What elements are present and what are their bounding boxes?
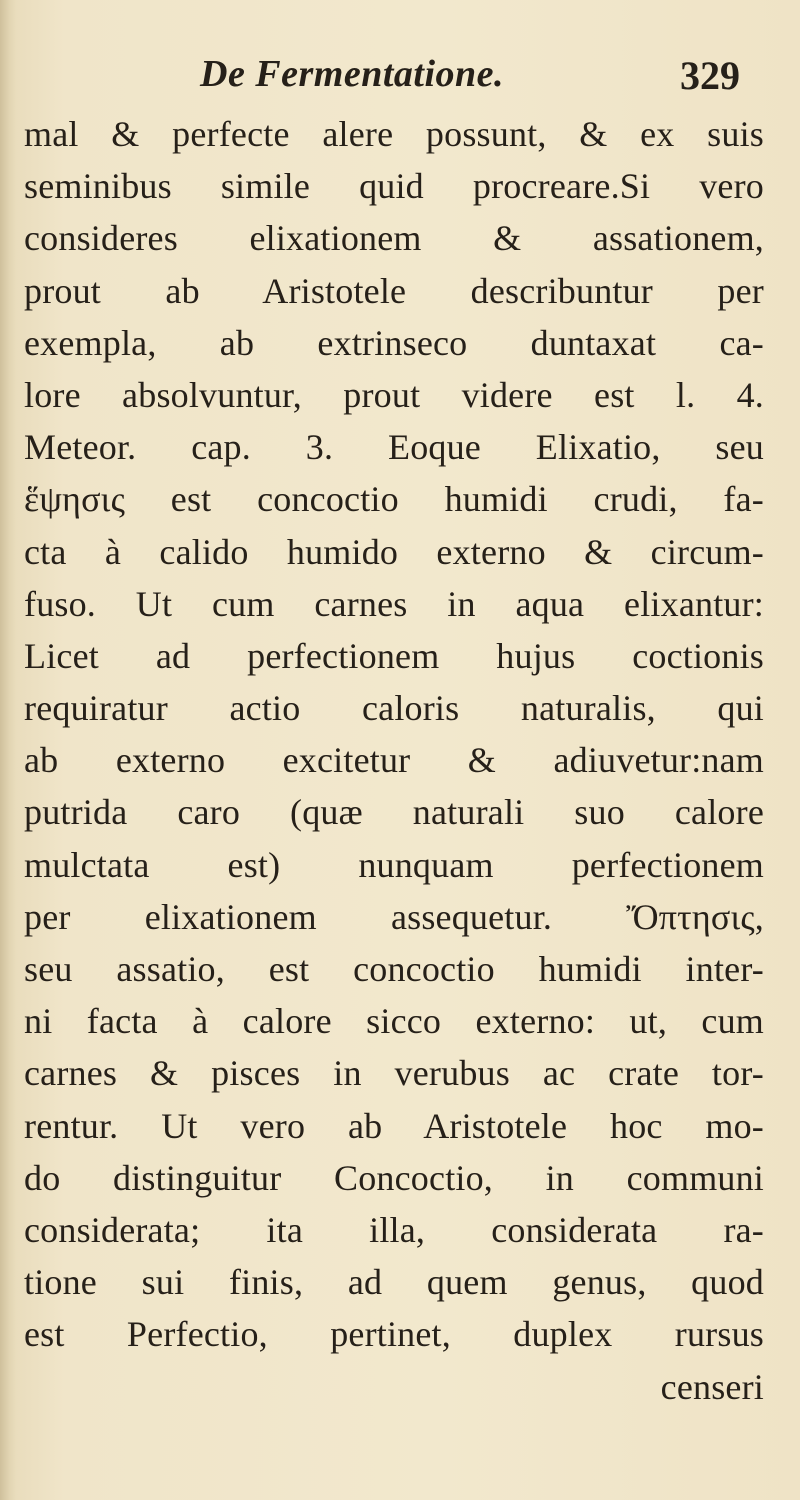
text-line: ἕψησις est concoctio humidi crudi, fa- [24, 479, 764, 520]
text-line: consideres elixationem & assationem, [24, 218, 764, 259]
text-line: lore absolvuntur, prout videre est l. 4. [24, 374, 764, 415]
text-line: Licet ad perfectionem hujus coctionis [24, 635, 764, 676]
page-header [200, 52, 750, 112]
binding-shadow [0, 0, 16, 1500]
running-head: De Fermentatione. [200, 53, 505, 95]
text-line: fuso. Ut cum carnes in aqua elixantur: [24, 583, 764, 624]
text-line: putrida caro (quæ naturali suo calore [24, 792, 764, 833]
text-line: seu assatio, est concoctio humidi inter- [24, 949, 764, 989]
body-text [24, 108, 764, 1413]
text-line: exempla, ab extrinseco duntaxat ca- [24, 322, 764, 363]
text-line: ab externo excitetur & adiuvetur:nam [24, 740, 764, 781]
text-line: rentur. Ut vero ab Aristotele hoc mo- [24, 1105, 764, 1146]
page-number: 329 [680, 53, 740, 98]
text-line: ni facta à calore sicco externo: ut, cum [24, 1001, 764, 1042]
text-line: mulctata est) nunquam perfectionem [24, 844, 764, 885]
text-line: cta à calido humido externo & circum- [24, 531, 764, 572]
text-line: mal & perfecte alere possunt, & ex suis [24, 114, 764, 154]
text-line: do distinguitur Concoctio, in communi [24, 1157, 764, 1198]
text-line: carnes & pisces in verubus ac crate tor- [24, 1053, 764, 1094]
text-line: requiratur actio caloris naturalis, qui [24, 688, 764, 729]
text-line: est Perfectio, pertinet, duplex rursus [24, 1314, 764, 1355]
text-line: tione sui finis, ad quem genus, quod [24, 1262, 764, 1303]
text-line: seminibus simile quid procreare.Si vero [24, 166, 764, 207]
text-line: considerata; ita illa, considerata ra- [24, 1209, 764, 1250]
text-line: per elixationem assequetur. Ὄπτησις, [24, 896, 764, 937]
catchword: censeri [660, 1366, 764, 1407]
text-line: prout ab Aristotele describuntur per [24, 270, 764, 311]
text-line: Meteor. cap. 3. Eoque Elixatio, seu [24, 427, 764, 468]
